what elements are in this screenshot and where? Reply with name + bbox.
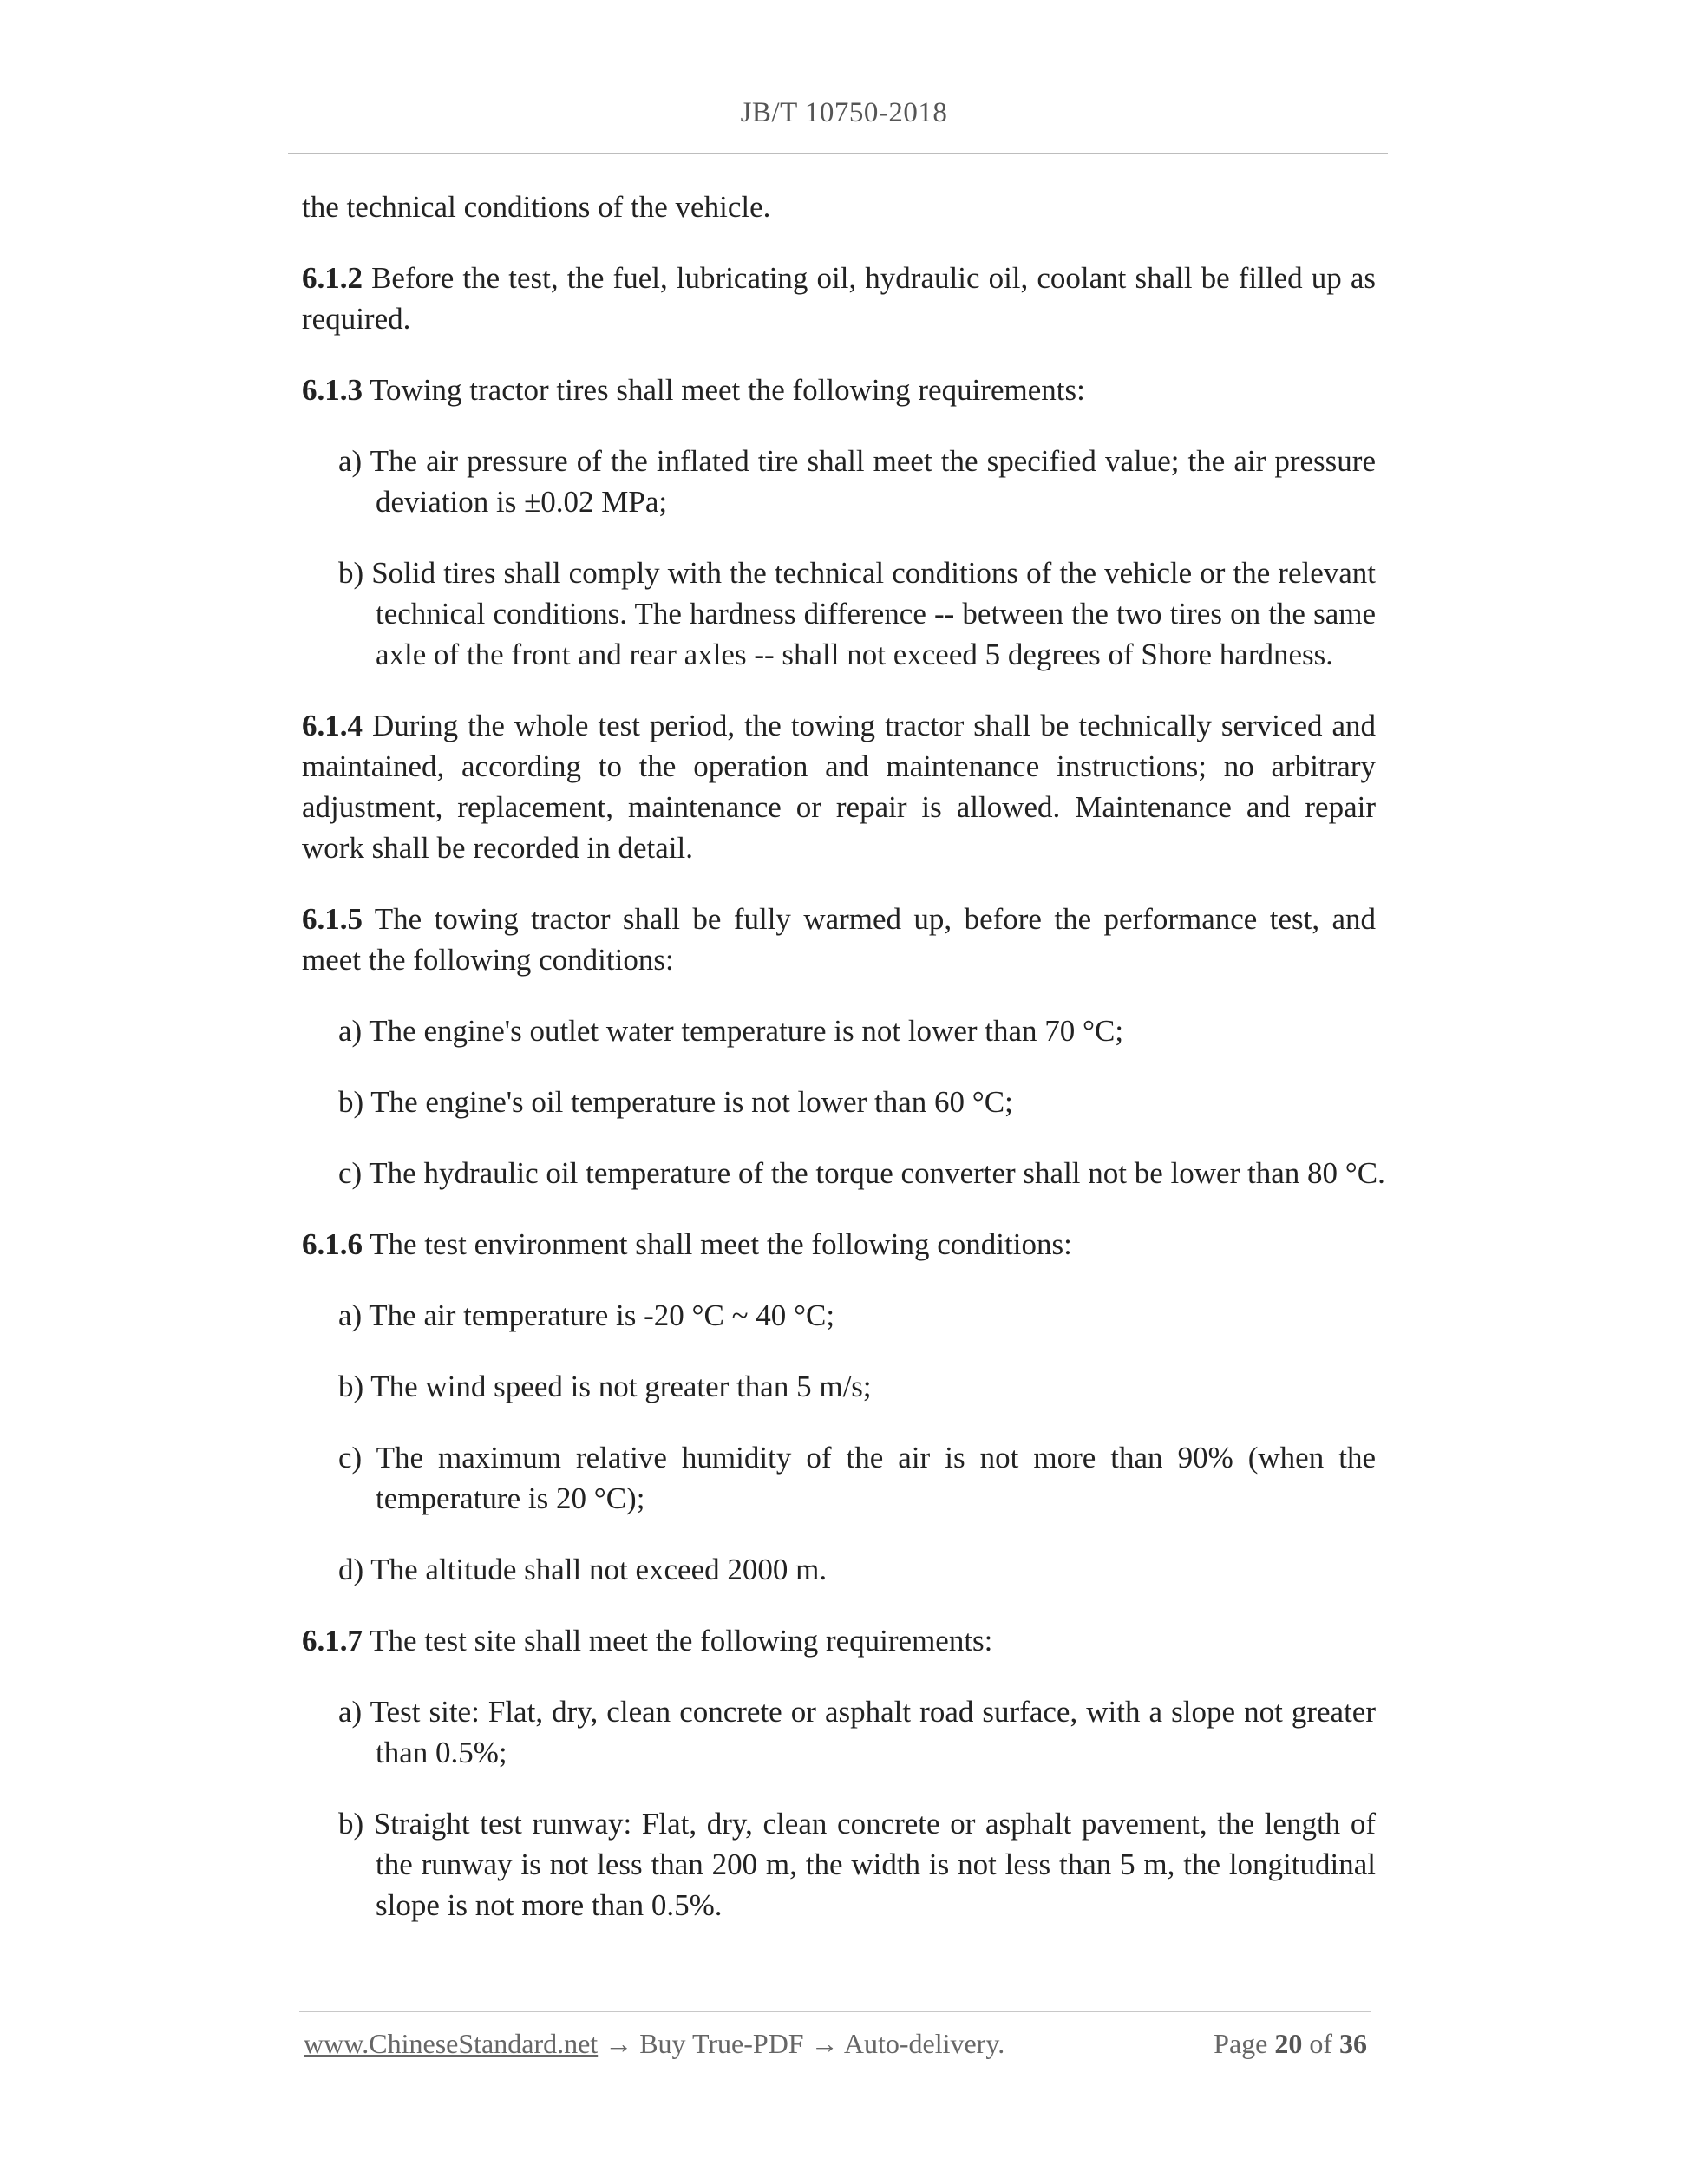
promo-text: → Buy True-PDF → Auto-delivery. xyxy=(598,2028,1005,2059)
list-item: b) The engine's oil temperature is not lower than 60 °C; xyxy=(338,1085,1013,1119)
footer-divider xyxy=(299,2011,1371,2012)
intro-paragraph: the technical conditions of the vehicle. xyxy=(302,190,771,224)
page-footer xyxy=(304,2028,1367,2060)
clause-text: The towing tractor shall be fully warmed up, before the performance test, and meet the following conditions: xyxy=(302,902,1376,977)
footer-promo xyxy=(304,2028,1004,2060)
clause-number: 6.1.7 xyxy=(302,1624,363,1658)
clause-text: The test environment shall meet the following conditions: xyxy=(363,1227,1072,1261)
list-item: a) The air pressure of the inflated tire shall meet the specified value; the air pressure deviation is ±0.02 MPa; xyxy=(338,444,1376,519)
clause-number: 6.1.2 xyxy=(302,261,363,295)
clause-number: 6.1.3 xyxy=(302,373,363,407)
total-pages-number: 36 xyxy=(1339,2028,1367,2059)
clause-text: Towing tractor tires shall meet the following requirements: xyxy=(363,373,1085,407)
list-item: b) The wind speed is not greater than 5 m/s; xyxy=(338,1370,872,1403)
list-item: b) Solid tires shall comply with the technical conditions of the vehicle or the relevant technical conditions. The hardness difference -- between the two tires on the same axle of the front and rear axles -- shall not exceed 5 degrees of Shore hardness. xyxy=(338,556,1376,671)
current-page-number: 20 xyxy=(1274,2028,1303,2059)
list-item: d) The altitude shall not exceed 2000 m. xyxy=(338,1553,828,1586)
list-item: b) Straight test runway: Flat, dry, clean concrete or asphalt pavement, the length of the runway is not less than 200 m, the width is not less than 5 m, the longitudinal slope is not more than 0.5%. xyxy=(338,1807,1376,1922)
clause-text: The test site shall meet the following requirements: xyxy=(363,1624,993,1658)
clause-6-1-3 xyxy=(302,369,1376,410)
page-indicator xyxy=(1214,2028,1367,2060)
of-label: of xyxy=(1302,2028,1339,2059)
clause-number: 6.1.6 xyxy=(302,1227,363,1261)
list-item: c) The hydraulic oil temperature of the torque converter shall not be lower than 80 °C. xyxy=(338,1156,1385,1190)
clause-6-1-7 xyxy=(302,1620,1376,1661)
list-item: a) The engine's outlet water temperature is not lower than 70 °C; xyxy=(338,1014,1124,1048)
document-body xyxy=(302,186,1385,1956)
clause-text: During the whole test period, the towing tractor shall be technically serviced and maintained, according to the operation and maintenance instructions; no arbitrary adjustment, replacement, maintenance or repair is allowed. Maintenance and repair work shall be recorded in detail. xyxy=(302,709,1376,865)
document-code-header: JB/T 10750-2018 xyxy=(740,97,948,128)
clause-text: Before the test, the fuel, lubricating oil, hydraulic oil, coolant shall be filled up as required. xyxy=(302,261,1376,336)
clause-6-1-4 xyxy=(302,705,1376,868)
header-divider xyxy=(288,153,1388,154)
clause-number: 6.1.5 xyxy=(302,902,363,936)
page-label: Page xyxy=(1214,2028,1275,2059)
clause-number: 6.1.4 xyxy=(302,709,363,742)
clause-6-1-2 xyxy=(302,258,1376,339)
clause-6-1-6 xyxy=(302,1224,1376,1265)
list-item: a) The air temperature is -20 °C ~ 40 °C; xyxy=(338,1298,835,1332)
clause-6-1-5 xyxy=(302,899,1376,980)
list-item: a) Test site: Flat, dry, clean concrete or asphalt road surface, with a slope not greater than 0.5%; xyxy=(338,1695,1376,1769)
list-item: c) The maximum relative humidity of the air is not more than 90% (when the temperature is 20 °C); xyxy=(338,1441,1376,1515)
website-link[interactable]: www.ChineseStandard.net xyxy=(304,2028,599,2059)
